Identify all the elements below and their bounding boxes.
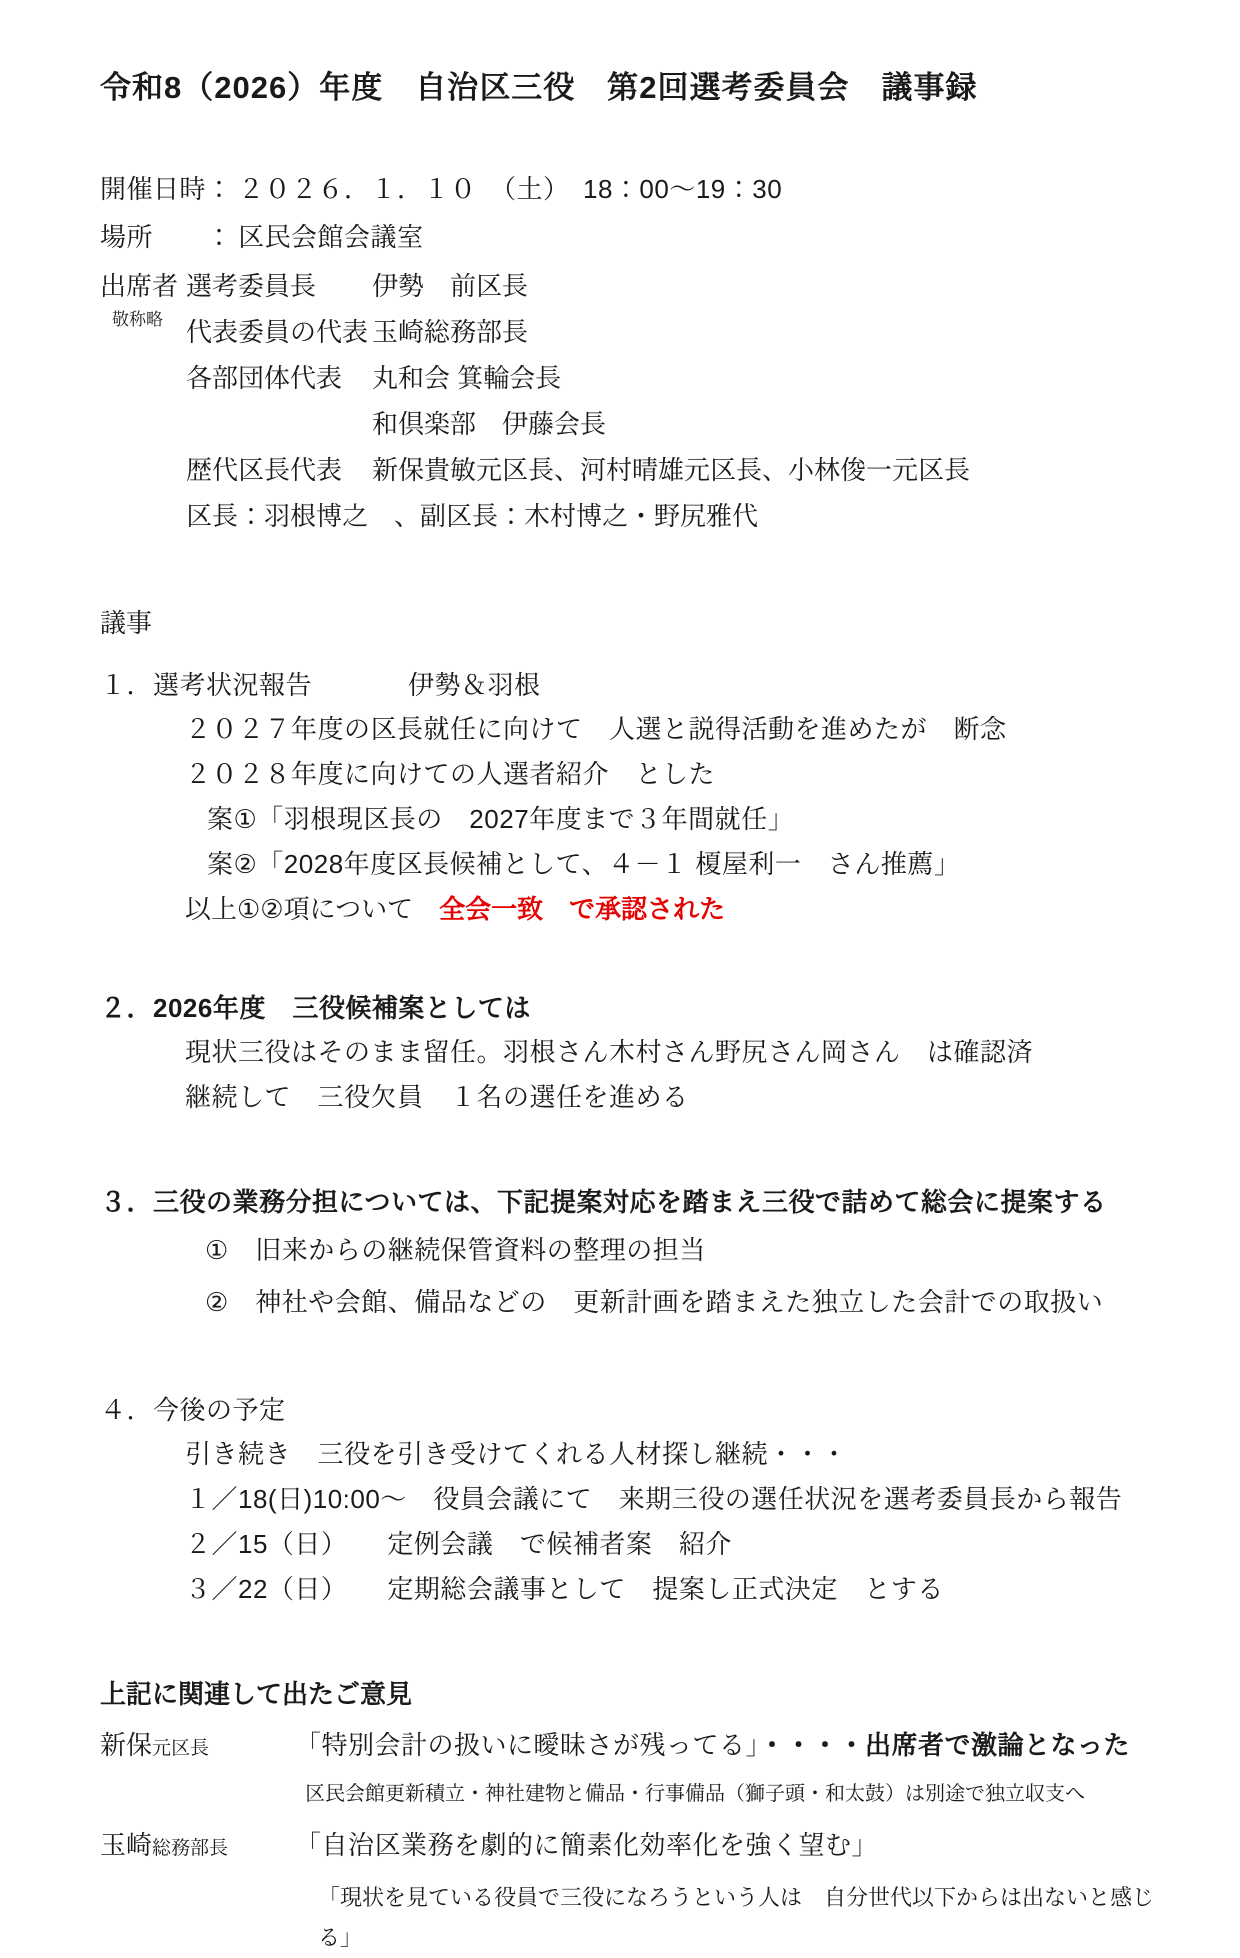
attendee-names: 玉崎総務部長	[372, 317, 529, 347]
attendee-names: 伊勢 前区長	[372, 271, 529, 301]
section-1-presenter: 伊勢＆羽根	[408, 670, 541, 700]
attendees-label: 出席者	[100, 271, 179, 301]
meeting-place-label: 場所 ：	[100, 222, 233, 252]
attendee-role: 代表委員の代表	[186, 317, 369, 347]
attendees-list	[186, 263, 1180, 539]
section-4-heading: ４．今後の予定	[100, 1395, 286, 1425]
opinion-1-emphasis: ・・・・出席者で激論となった	[759, 1730, 1131, 1760]
section-3-item: ② 神社や会館、備品などの 更新計画を踏まえた独立した会計での取扱い	[205, 1287, 1104, 1317]
agenda-label: 議事	[100, 608, 153, 638]
section-2-line: 継続して 三役欠員 １名の選任を進める	[185, 1082, 689, 1112]
meeting-datetime-row	[100, 165, 1180, 213]
agenda-section-4	[100, 1388, 1180, 1612]
attendee-row	[186, 447, 1180, 493]
opinion-1-quote	[295, 1724, 1130, 1766]
section-1-heading-text: １．選考状況報告	[100, 670, 313, 700]
agenda-section-3	[100, 1180, 1180, 1328]
opinion-1-note: 区民会館更新積立・神社建物と備品・行事備品（獅子頭・和太鼓）は別途で独立収支へ	[305, 1783, 1085, 1805]
meeting-meta	[100, 165, 1180, 261]
section-3-heading: ３．三役の業務分担については、下記提案対応を踏まえ三役で詰めて総会に提案する	[100, 1187, 1107, 1217]
opinion-1-speaker-name: 新保	[100, 1730, 153, 1760]
section-3-items	[205, 1224, 1180, 1328]
section-2-heading: ２．2026年度 三役候補案としては	[100, 993, 531, 1023]
section-3-item: ① 旧来からの継続保管資料の整理の担当	[205, 1235, 706, 1265]
meeting-place-row	[100, 213, 1180, 261]
opinion-2-speaker	[100, 1824, 295, 1870]
opinion-row-2	[100, 1824, 1180, 1870]
conclusion-approval-highlight: 全会一致 で承認された	[439, 894, 726, 924]
attendees-block	[100, 263, 1180, 539]
proposal-1-line: 案①「羽根現区長の 2027年度まで３年間就任」	[207, 804, 795, 834]
section-4-line: １／18(日)10:00～ 役員会議にて 来期三役の選任状況を選考委員長から報告	[185, 1484, 1123, 1514]
section-2-body	[185, 1030, 1180, 1120]
attendee-role: 選考委員長	[186, 271, 317, 301]
attendee-names: 和倶楽部 伊藤会長	[372, 409, 607, 439]
meeting-datetime-label: 開催日時：	[100, 174, 233, 204]
attendee-role: 各部団体代表	[186, 363, 343, 393]
section-1-line: ２０２７年度の区長就任に向けて 人選と説得活動を進めたが 断念	[185, 714, 1007, 744]
section-4-line: 引き続き 三役を引き受けてくれる人材探し継続・・・	[185, 1439, 848, 1469]
section-1-conclusion	[185, 887, 1180, 932]
opinion-1-quote-text: 「特別会計の扱いに曖昧さが残ってる」	[295, 1730, 760, 1760]
attendees-label-column	[100, 263, 186, 539]
agenda-section-1	[100, 663, 1180, 932]
section-1-proposals	[207, 797, 1180, 887]
section-1-body	[185, 707, 1180, 932]
section-2-line: 現状三役はそのまま留任。羽根さん木村さん野尻さん岡さん は確認済	[185, 1037, 1034, 1067]
conclusion-prefix: 以上①②項について	[185, 894, 414, 924]
opinion-row-1	[100, 1724, 1180, 1770]
opinion-2-note: 「現状を見ている役員で三役になろうという人は 自分世代以下からは出ないと感じる」	[318, 1885, 1155, 1950]
attendee-row	[186, 401, 1180, 447]
opinion-1-speaker	[100, 1724, 295, 1770]
officers-line: 区長：羽根博之 、副区長：木村博之・野尻雅代	[186, 501, 759, 531]
attendee-role: 歴代区長代表	[186, 455, 343, 485]
section-4-line: ２／15（日） 定例会議 で候補者案 紹介	[185, 1529, 732, 1559]
attendee-row	[186, 309, 1180, 355]
attendee-row	[186, 355, 1180, 401]
opinion-2-speaker-suffix: 総務部長	[152, 1838, 229, 1859]
meeting-datetime-value: ２０２６．１．１０ （土） 18：00～19：30	[238, 174, 783, 204]
section-1-line: ２０２８年度に向けての人選者紹介 とした	[185, 759, 716, 789]
opinions-heading: 上記に関連して出たご意見	[100, 1679, 413, 1709]
attendees-honorifics-note: 敬称略	[112, 310, 163, 329]
opinion-2-speaker-name: 玉崎	[100, 1830, 153, 1860]
attendee-names: 丸和会 箕輪会長	[372, 363, 562, 393]
proposal-2-line: 案②「2028年度区長候補として、４－１ 榎屋利一 さん推薦」	[207, 849, 961, 879]
section-1-heading	[100, 663, 1180, 707]
attendee-role	[186, 401, 372, 447]
section-4-body	[185, 1432, 1180, 1612]
section-4-line: ３／22（日） 定期総会議事として 提案し正式決定 とする	[185, 1574, 944, 1604]
opinions-block	[100, 1674, 1180, 1958]
attendee-row	[186, 263, 1180, 309]
meeting-place-value: 区民会館会議室	[238, 222, 424, 252]
page-title: 令和8（2026）年度 自治区三役 第2回選考委員会 議事録	[100, 70, 978, 105]
opinion-1-speaker-suffix: 元区長	[152, 1738, 210, 1759]
attendee-names: 新保貴敏元区長、河村晴雄元区長、小林俊一元区長	[372, 455, 971, 485]
opinion-2-quote: 「自治区業務を劇的に簡素化効率化を強く望む」	[295, 1830, 879, 1860]
agenda-section-2	[100, 986, 1180, 1120]
